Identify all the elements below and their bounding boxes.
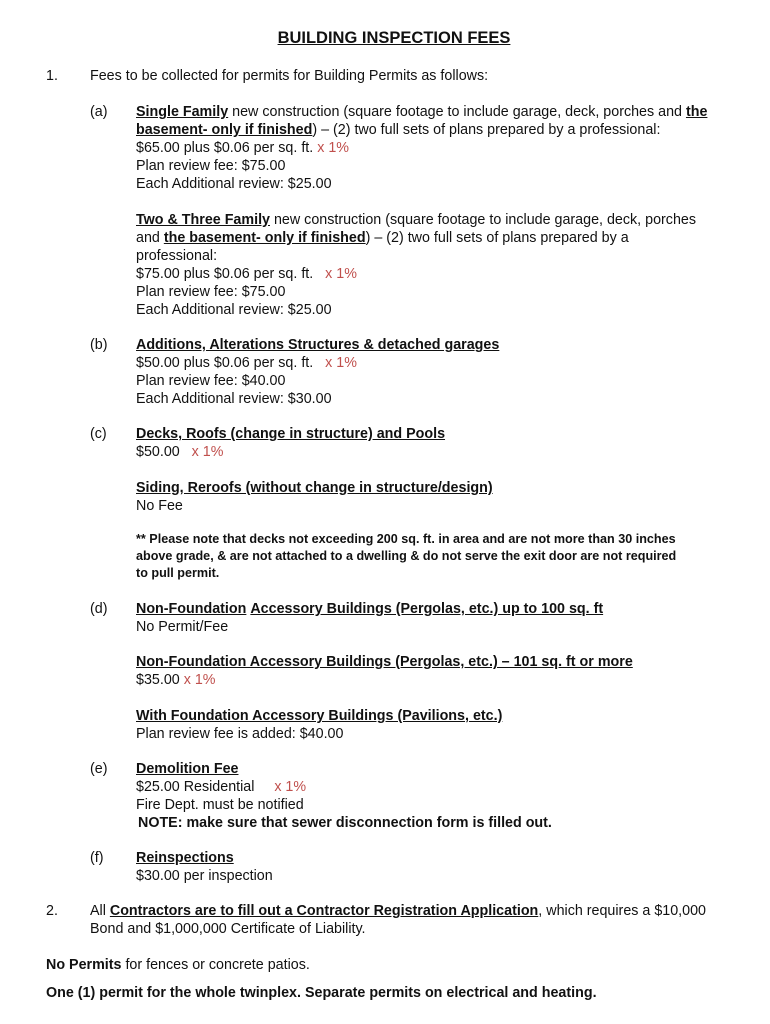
- item-d-marker: (d): [90, 601, 108, 617]
- fee-text: $25.00 Residential: [136, 779, 255, 795]
- additions-review: Plan review fee: $40.00: [136, 373, 286, 389]
- section-2-number: 2.: [46, 903, 58, 919]
- twinplex-line: One (1) permit for the whole twinplex. Separate permits on electrical and heating.: [46, 985, 597, 1001]
- single-family-line-1: [136, 103, 707, 121]
- single-family-additional: Each Additional review: $25.00: [136, 176, 332, 192]
- accessory-buildings-label: Accessory Buildings (Pergolas, etc.) up to 100 sq. ft: [250, 601, 604, 617]
- single-family-basement: basement- only if finished: [136, 122, 313, 138]
- all-text: All: [90, 903, 110, 919]
- two-three-family-line-3: professional:: [136, 248, 218, 264]
- fee-text: $50.00: [136, 444, 180, 460]
- single-family-heading: Single Family: [136, 104, 229, 120]
- item-f-marker: (f): [90, 850, 104, 866]
- with-foundation-heading: With Foundation Accessory Buildings (Pavilions, etc.): [136, 708, 503, 724]
- two-three-family-fee: [136, 265, 357, 283]
- percent-note: x 1%: [325, 355, 357, 371]
- additions-fee: [136, 354, 357, 372]
- no-permits-line: [46, 956, 310, 974]
- single-family-line-2: [136, 121, 660, 139]
- additions-additional: Each Additional review: $30.00: [136, 391, 332, 407]
- fee-text: $75.00 plus $0.06 per sq. ft.: [136, 266, 314, 282]
- decks-heading: Decks, Roofs (change in structure) and Pools: [136, 426, 446, 442]
- single-family-text: new construction (square footage to include garage, deck, porches and: [228, 104, 686, 120]
- section-2-line-2: Bond and $1,000,000 Certificate of Liability.: [90, 921, 366, 937]
- fee-text: $50.00 plus $0.06 per sq. ft.: [136, 355, 314, 371]
- page-title: BUILDING INSPECTION FEES: [277, 29, 511, 47]
- siding-fee: No Fee: [136, 498, 183, 514]
- percent-note: x 1%: [325, 266, 357, 282]
- non-foundation-heading-2: Non-Foundation Accessory Buildings (Pergolas, etc.) – 101 sq. ft or more: [136, 654, 633, 670]
- with-foundation-fee: Plan review fee is added: $40.00: [136, 726, 344, 742]
- two-three-family-plans: ) – (2) two full sets of plans prepared by a: [365, 230, 629, 246]
- contractor-registration-heading: Contractors are to fill out a Contractor Registration Application: [109, 903, 539, 919]
- item-b-marker: (b): [90, 337, 108, 353]
- reinspections-heading: Reinspections: [136, 850, 234, 866]
- section-1-number: 1.: [46, 68, 58, 84]
- fee-text: $35.00: [136, 672, 180, 688]
- single-family-review: Plan review fee: $75.00: [136, 158, 286, 174]
- non-foundation-label: Non-Foundation: [136, 601, 247, 617]
- decks-note-line-1: ** Please note that decks not exceeding 200 sq. ft. in area and are not more than 30 inches: [136, 532, 676, 546]
- two-three-family-text: new construction (square footage to include garage, deck, porches: [270, 212, 696, 228]
- two-three-family-heading: Two & Three Family: [136, 212, 270, 228]
- percent-note: x 1%: [274, 779, 307, 795]
- percent-note: x 1%: [183, 672, 216, 688]
- demolition-fee: [136, 778, 306, 796]
- two-three-family-review: Plan review fee: $75.00: [136, 284, 286, 300]
- single-family-emph: the: [685, 104, 708, 120]
- demolition-note: NOTE: make sure that sewer disconnection form is filled out.: [138, 815, 552, 831]
- non-foundation-fee-2: [136, 671, 216, 689]
- no-permits-text: for fences or concrete patios.: [121, 957, 310, 973]
- siding-heading: Siding, Reroofs (without change in structure/design): [136, 480, 493, 496]
- non-foundation-heading-1: [136, 600, 603, 618]
- non-foundation-fee-1: No Permit/Fee: [136, 619, 229, 635]
- item-e-marker: (e): [90, 761, 108, 777]
- two-three-family-line-2: [136, 229, 629, 247]
- decks-note-line-3: to pull permit.: [136, 566, 220, 580]
- two-three-family-basement: the basement- only if finished: [163, 230, 366, 246]
- percent-note: x 1%: [317, 140, 350, 156]
- section-2-line-1: [90, 902, 706, 920]
- item-a-marker: (a): [90, 104, 108, 120]
- and-text: and: [136, 230, 164, 246]
- item-c-marker: (c): [90, 426, 107, 442]
- percent-note: x 1%: [191, 444, 224, 460]
- no-permits-label: No Permits: [46, 957, 122, 973]
- bond-text: , which requires a $10,000: [538, 903, 706, 919]
- fee-text: $65.00 plus $0.06 per sq. ft.: [136, 140, 314, 156]
- decks-fee: [136, 443, 223, 461]
- reinspections-fee: $30.00 per inspection: [136, 868, 273, 884]
- two-three-family-additional: Each Additional review: $25.00: [136, 302, 332, 318]
- demolition-fire-dept: Fire Dept. must be notified: [136, 797, 304, 813]
- additions-heading: Additions, Alterations Structures & detached garages: [136, 337, 500, 353]
- single-family-fee: [136, 139, 349, 157]
- demolition-heading: Demolition Fee: [136, 761, 239, 777]
- two-three-family-line-1: [136, 211, 696, 229]
- decks-note-line-2: above grade, & are not attached to a dwelling & do not serve the exit door are not required: [136, 549, 677, 563]
- section-1-intro: Fees to be collected for permits for Building Permits as follows:: [90, 68, 489, 84]
- single-family-plans: ) – (2) two full sets of plans prepared by a professional:: [312, 122, 661, 138]
